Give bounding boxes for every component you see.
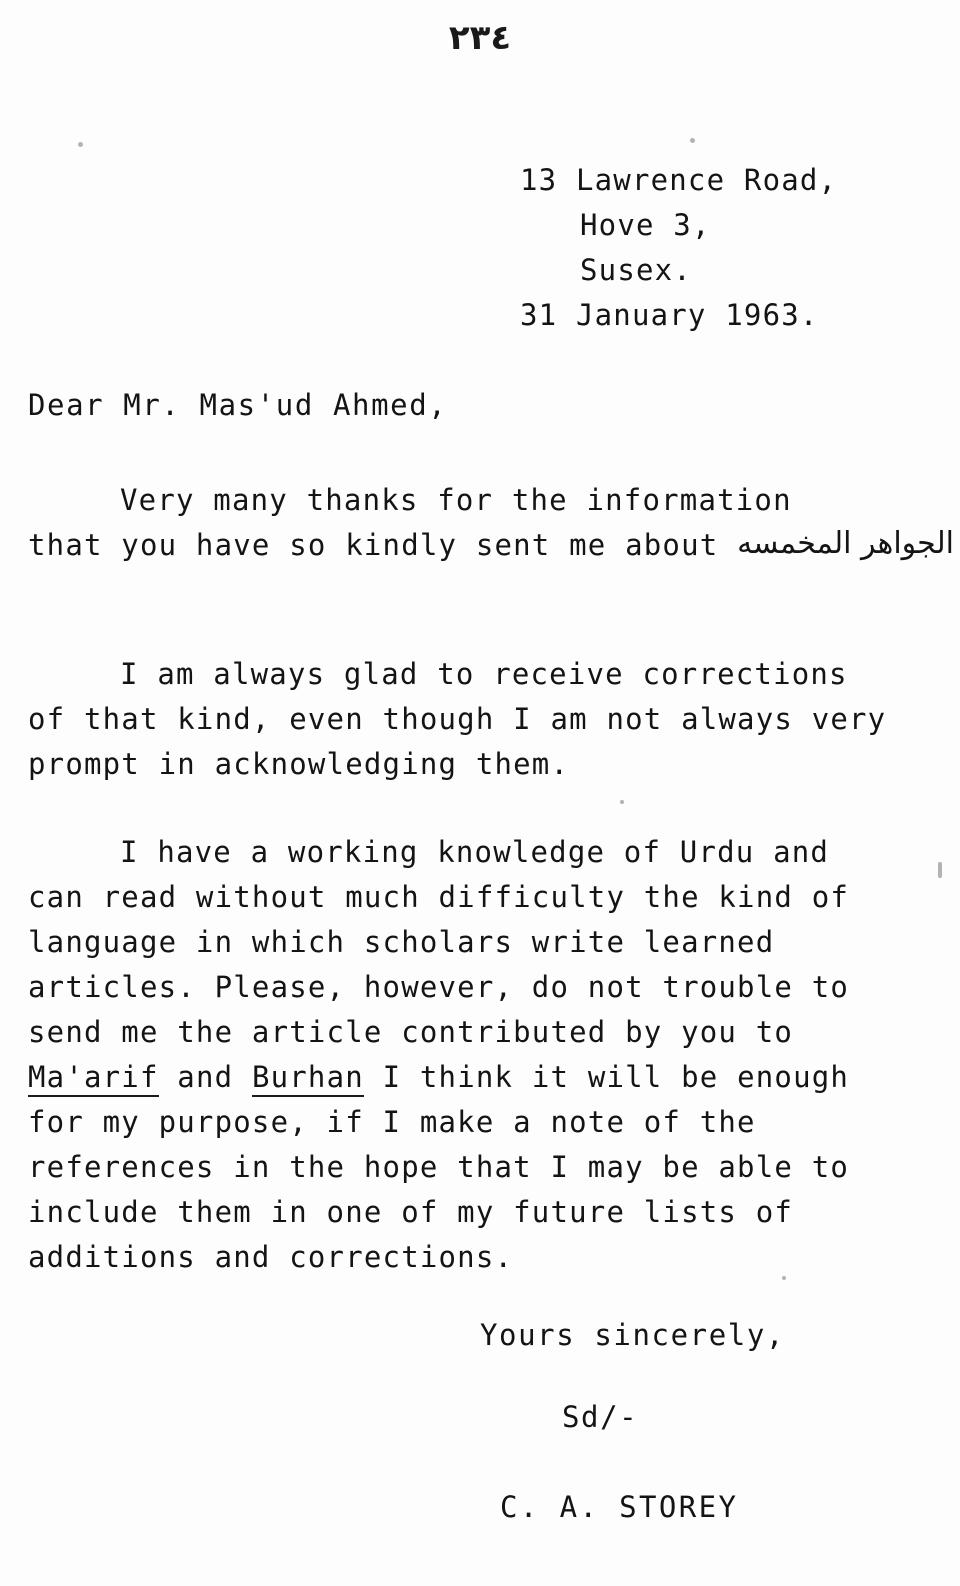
scan-speck (620, 800, 624, 804)
paragraph-line: additions and corrections. (28, 1240, 514, 1274)
address-line: Susex. (580, 253, 692, 287)
signer-name: C. A. STOREY (500, 1490, 739, 1524)
paragraph-thanks (28, 478, 955, 568)
scan-speck (690, 138, 695, 143)
salutation: Dear Mr. Mas'ud Ahmed, (28, 388, 448, 422)
paragraph-line: prompt in acknowledging them. (28, 747, 570, 781)
page-number: ٢٣٤ (448, 18, 512, 58)
paragraph-line: I am always glad to receive corrections (120, 657, 848, 691)
valediction: Yours sincerely, (480, 1318, 785, 1352)
paragraph-line-with-underlines: Ma'arif and Burhan I think it will be enough (28, 1055, 908, 1100)
date-line: 31 January 1963. (520, 298, 819, 332)
underlined-term-burhan: Burhan (252, 1060, 364, 1097)
paragraph-urdu-knowledge (28, 830, 908, 1280)
sender-address (520, 158, 837, 338)
paragraph-line: include them in one of my future lists of (28, 1195, 794, 1229)
signature-mark: Sd/- (562, 1400, 639, 1434)
scan-speck (78, 142, 83, 147)
paragraph-line: references in the hope that I may be able to (28, 1150, 850, 1184)
paragraph-line-text: that you have so kindly sent me about (28, 528, 738, 562)
paragraph-line: send me the article contributed by you to (28, 1015, 794, 1049)
arabic-phrase: الجواهر المخمسه (737, 526, 955, 561)
address-line: 13 Lawrence Road, (520, 163, 838, 197)
address-line: Hove 3, (580, 208, 711, 242)
paragraph-line: I have a working knowledge of Urdu and (120, 835, 830, 869)
paragraph-line: of that kind, even though I am not always very (28, 702, 887, 736)
paragraph-line: can read without much difficulty the kind of (28, 880, 850, 914)
paragraph-line: articles. Please, however, do not trouble to (28, 970, 850, 1004)
paragraph-corrections (28, 652, 908, 787)
paragraph-line: Very many thanks for the information (120, 483, 792, 517)
paragraph-line: language in which scholars write learned (28, 925, 775, 959)
underlined-term-maarif: Ma'arif (28, 1060, 159, 1097)
paragraph-line: for my purpose, if I make a note of the (28, 1105, 756, 1139)
scan-speck (938, 862, 942, 878)
paragraph-line (28, 523, 955, 568)
